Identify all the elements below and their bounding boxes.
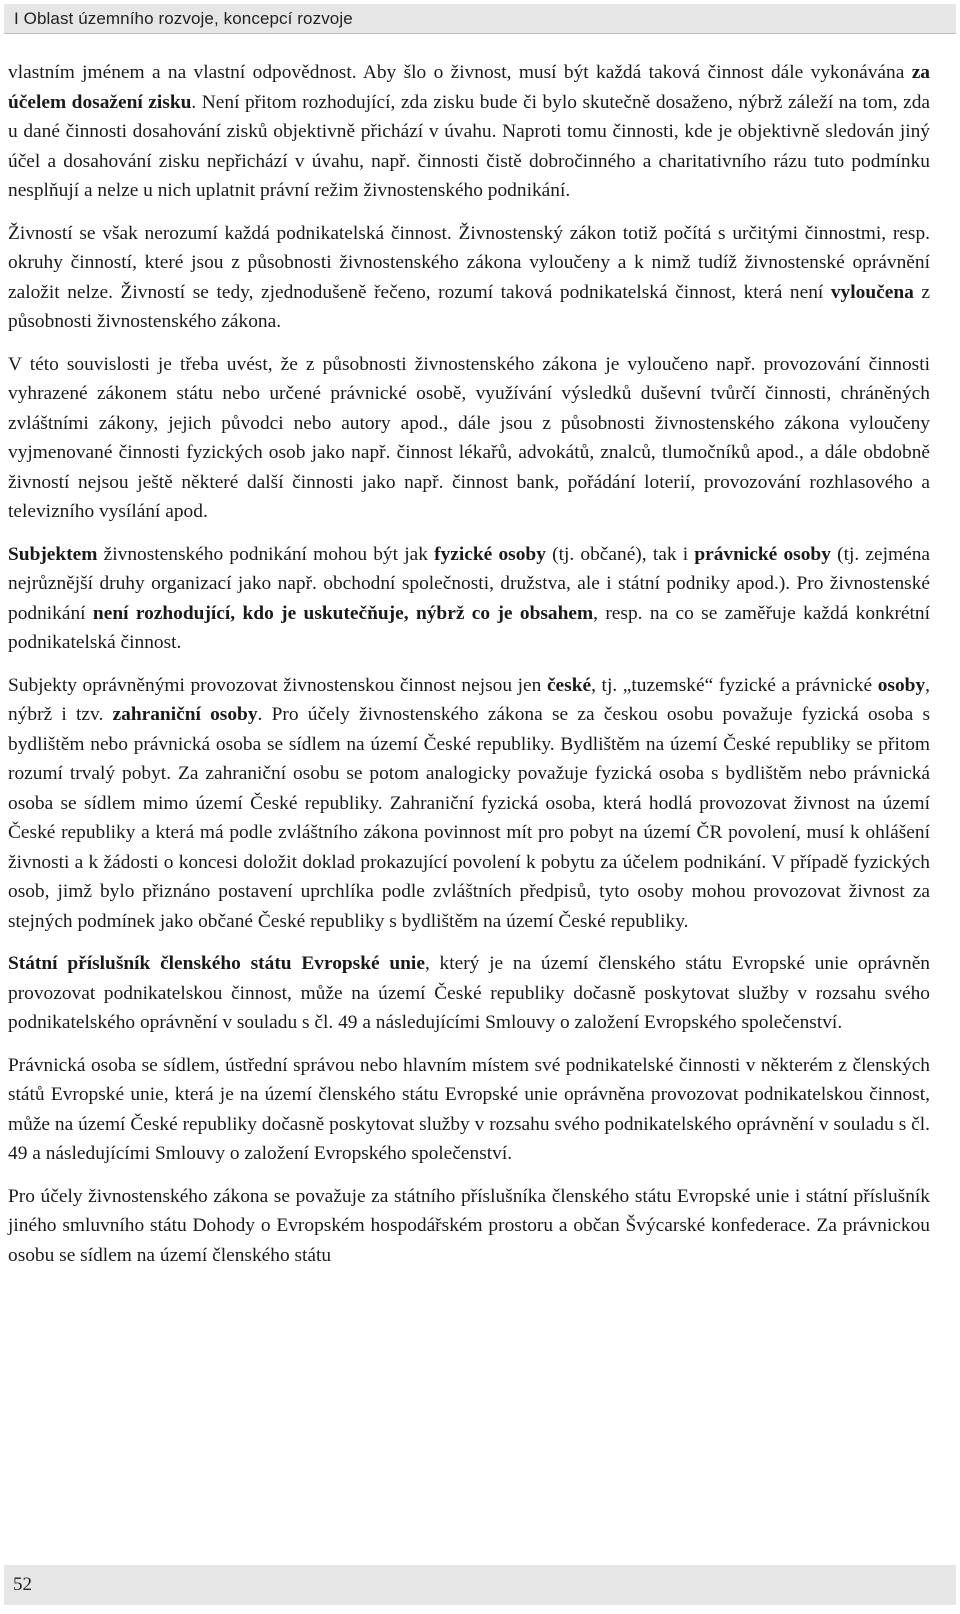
- text-run: Právnická osoba se sídlem, ústřední správou nebo hlavním místem své podnikatelské činnosti v některém z členských států Evropské unie, která je na území členského státu Evropské unie oprávněna provozovat podnikatelskou činnost, může na území České republiky dočasně poskytovat služby v rozsahu svého podnikatelského oprávnění v souladu s čl. 49 a následujícími Smlouvy o založení Evropského společenství.: [8, 1054, 930, 1164]
- text-run: , nýbrž i tzv.: [8, 674, 930, 725]
- bold-text: české: [546, 674, 592, 696]
- section-title: I Oblast územního rozvoje, koncepcí rozvoje: [14, 8, 353, 28]
- paragraph: [8, 540, 930, 658]
- text-run: , tj. „tuzemské“ fyzické a právnické: [591, 674, 878, 696]
- running-header: [4, 4, 956, 34]
- bold-text: Státní příslušník členského státu Evropské unie: [8, 953, 425, 974]
- page-body: [8, 58, 930, 1283]
- bold-text: fyzické osoby: [434, 543, 546, 565]
- text-run: živnostenského podnikání mohou být jak: [97, 543, 435, 565]
- text-run: V této souvislosti je třeba uvést, že z působnosti živnostenského zákona je vyloučeno např. provozování činnosti vyhrazené zákonem státu nebo určené právnické osobě, využívání výsledků duševní tvůrčí činnosti, chráněných zvláštními zákony, jejich původci nebo autory apod., dále jsou z působnosti živnostenského zákona vyloučeny vyjmenované činnosti fyzických osob jako např. činnost lékařů, advokátů, znalců, tlumočníků apod., a dále obdobně živností nejsou ještě některé další činnosti jako např. činnost bank, pořádání loterií, provozování rozhlasového a televizního vysílání apod.: [8, 353, 930, 522]
- paragraph: [8, 58, 930, 206]
- text-run: (tj. občané), tak i: [545, 543, 695, 565]
- bold-text: není rozhodující, kdo je uskutečňuje, nýbrž co je obsahem: [92, 602, 594, 624]
- bold-text: zahraniční osoby: [112, 704, 258, 725]
- text-run: vlastním jménem a na vlastní odpovědnost. Aby šlo o živnost, musí být každá taková činnost dále vykonávána: [8, 62, 912, 83]
- bold-text: právnické osoby: [694, 543, 831, 565]
- bold-text: vyloučena: [830, 281, 914, 303]
- paragraph: [8, 350, 930, 527]
- text-run: , resp. na co se zaměřuje každá konkrétní podnikatelská činnost.: [8, 602, 930, 653]
- paragraph: [8, 949, 930, 1038]
- paragraph: [8, 219, 930, 337]
- paragraph: [8, 1182, 930, 1271]
- bold-text: za účelem dosažení zisku: [8, 62, 930, 113]
- text-run: (tj. zejména nejrůznější druhy organizací jako např. obchodní společnosti, družstva, ale i státní podniky apod.). Pro živnostenské podnikání: [8, 543, 930, 624]
- bold-text: osoby: [877, 674, 926, 696]
- text-run: , který je na území členského státu Evropské unie oprávněn provozovat podnikatelskou činnost, může na území České republiky dočasně poskytovat služby v rozsahu svého podnikatelského oprávnění v souladu s čl. 49 a následujícími Smlouvy o založení Evropského společenství.: [8, 953, 930, 1033]
- text-run: Pro účely živnostenského zákona se považuje za státního příslušníka členského státu Evropské unie i státní příslušník jiného smluvního státu Dohody o Evropském hospodářském prostoru a občan Švýcarské konfederace. Za právnickou osobu se sídlem na území členského státu: [8, 1185, 930, 1266]
- bold-text: Subjektem: [8, 543, 98, 565]
- page-number: 52: [13, 1574, 32, 1595]
- paragraph: [8, 671, 930, 937]
- running-footer: [4, 1565, 956, 1605]
- text-run: Živností se však nerozumí každá podnikatelská činnost. Živnostenský zákon totiž počítá s určitými činnostmi, resp. okruhy činností, které jsou z působnosti živnostenského zákona vyloučeny a k nimž tudíž živnostenské oprávnění založit nelze. Živností se tedy, zjednodušeně řečeno, rozumí taková podnikatelská činnost, která není: [8, 222, 930, 303]
- paragraph: [8, 1051, 930, 1169]
- text-run: . Pro účely živnostenského zákona se za českou osobu považuje fyzická osoba s bydlištěm nebo právnická osoba se sídlem na území České republiky. Bydlištěm na území České republiky se přitom rozumí trvalý pobyt. Za zahraniční osobu se potom analogicky považuje fyzická osoba s bydlištěm nebo právnická osoba se sídlem mimo území České republiky. Zahraniční fyzická osoba, která hodlá provozovat živnost na území České republiky a která má podle zvláštního zákona povinnost mít pro pobyt na území ČR povolení, musí k ohlášení živnosti a k žádosti o koncesi doložit doklad prokazující povolení k pobytu za účelem podnikání. V případě fyzických osob, jimž bylo přiznáno postavení uprchlíka podle zvláštních předpisů, tyto osoby mohou provozovat živnost za stejných podmínek jako občané České republiky s bydlištěm na území České republiky.: [8, 704, 930, 932]
- text-run: . Není přitom rozhodující, zda zisku bude či bylo skutečně dosaženo, nýbrž záleží na tom, zda u dané činnosti dosahování zisků objektivně přichází v úvahu. Naproti tomu činnosti, kde je objektivně sledován jiný účel a dosahování zisku nepřichází v úvahu, např. činnosti čistě dobročinného a charitativního rázu tuto podmínku nesplňují a nelze u nich uplatnit právní režim živnostenského podnikání.: [8, 91, 930, 201]
- text-run: z působnosti živnostenského zákona.: [8, 281, 930, 332]
- text-run: Subjekty oprávněnými provozovat živnostenskou činnost nejsou jen: [8, 674, 547, 696]
